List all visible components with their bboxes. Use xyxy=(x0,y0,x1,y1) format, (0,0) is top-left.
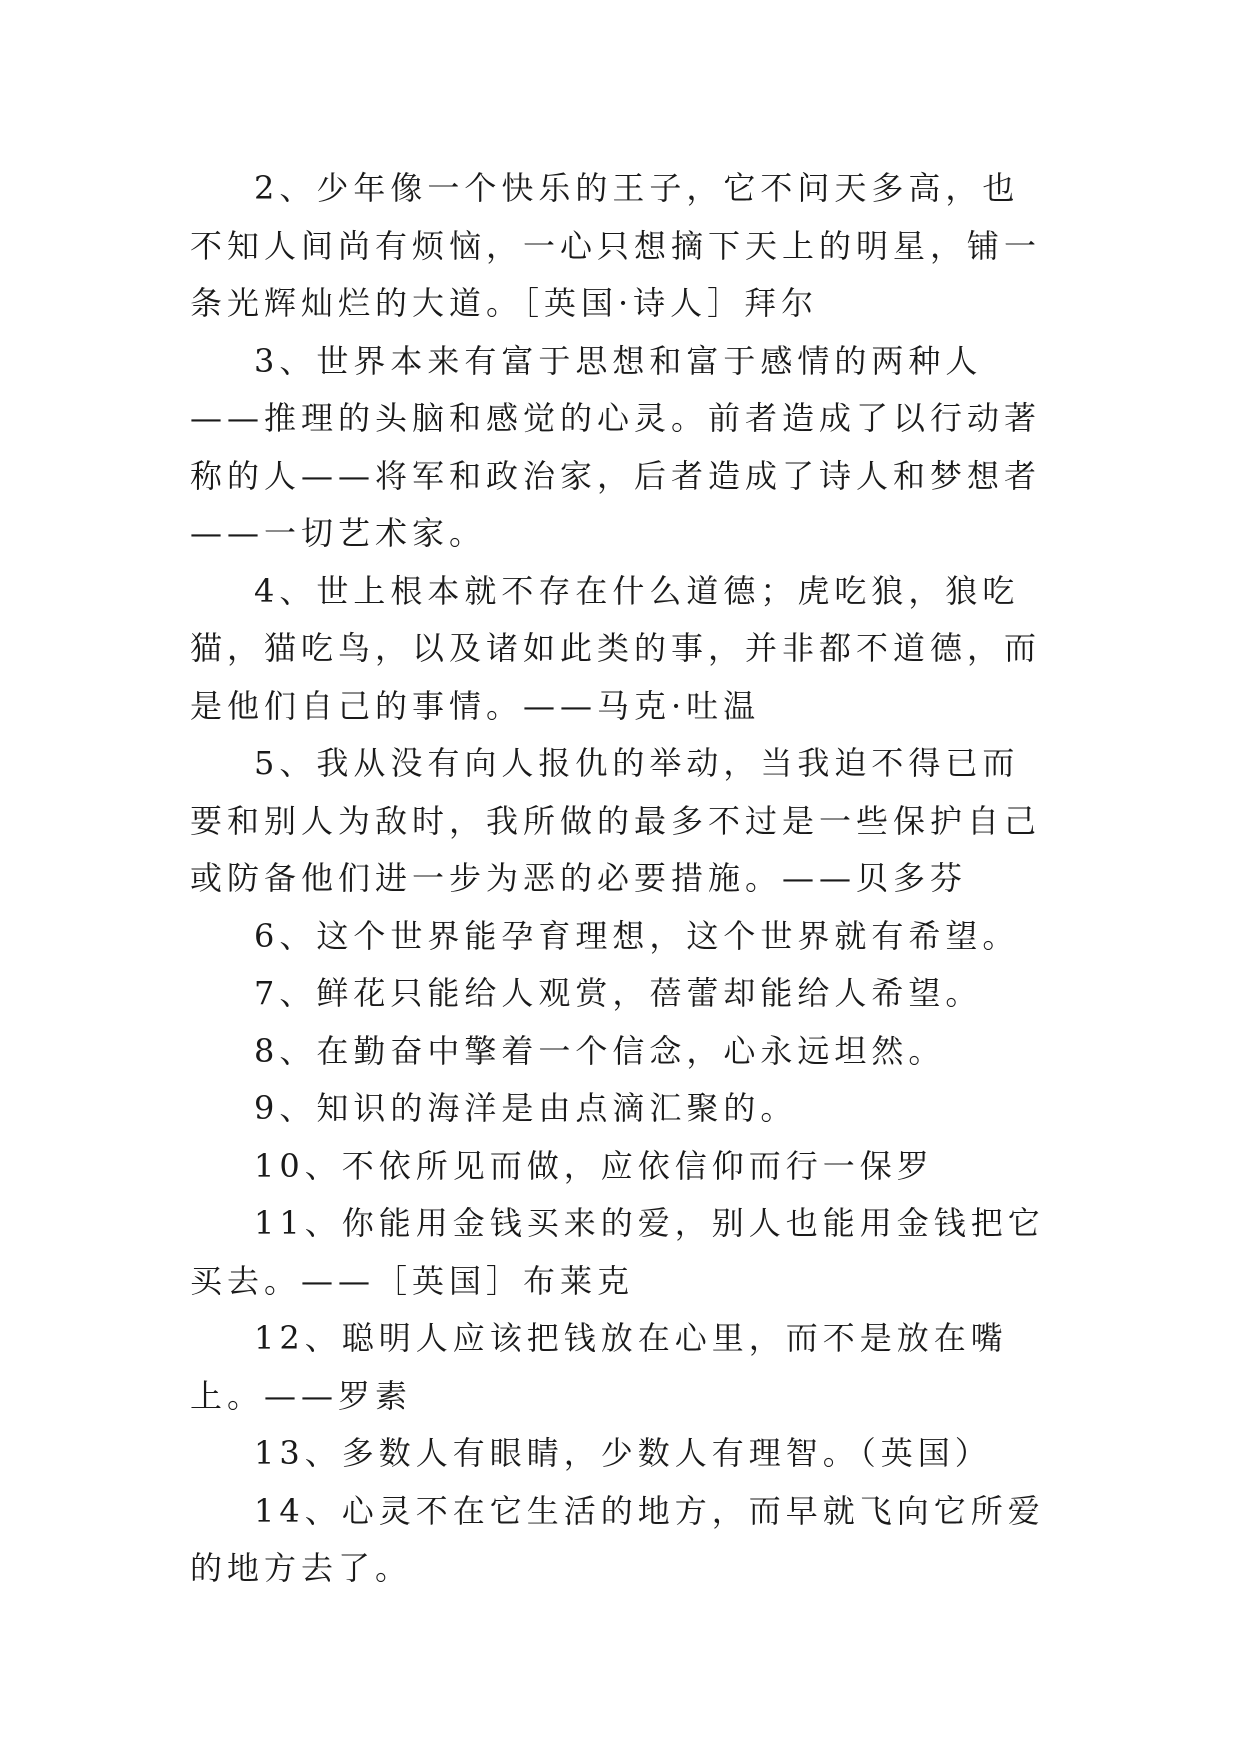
quote-paragraph-13: 13、多数人有眼睛，少数人有理智。（英国） xyxy=(254,1434,992,1472)
quote-paragraph-11: 11、你能用金钱买来的爱，别人也能用金钱把它买去。——［英国］布莱克 xyxy=(190,1204,1045,1300)
quote-paragraph-7: 7、鲜花只能给人观赏，蓓蕾却能给人希望。 xyxy=(254,974,983,1012)
quote-paragraph-12: 12、聪明人应该把钱放在心里，而不是放在嘴上。——罗素 xyxy=(190,1319,1008,1415)
quote-paragraph-14: 14、心灵不在它生活的地方，而早就飞向它所爱的地方去了。 xyxy=(190,1491,1045,1587)
quote-paragraph-8: 8、在勤奋中擎着一个信念，心永远坦然。 xyxy=(254,1031,946,1070)
quote-paragraph-2: 2、少年像一个快乐的王子，它不问天多高，也不知人间尚有烦恼，一心只想摘下天上的明星，铺一条光辉灿烂的大道。［英国·诗人］拜尔 xyxy=(190,169,1042,322)
quote-paragraph-5: 5、我从没有向人报仇的举动，当我迫不得已而要和别人为敌时，我所做的最多不过是一些保护自己或防备他们进一步为恶的必要措施。——贝多芬 xyxy=(190,744,1042,897)
quote-paragraph-4: 4、世上根本就不存在什么道德；虎吃狼，狼吃猫，猫吃鸟，以及诸如此类的事，并非都不道德，而是他们自己的事情。——马克·吐温 xyxy=(190,571,1042,725)
quote-paragraph-3: 3、世界本来有富于思想和富于感情的两种人——推理的头脑和感觉的心灵。前者造成了以行动著称的人——将军和政治家，后者造成了诗人和梦想者——一切艺术家。 xyxy=(190,341,1042,552)
quote-paragraph-9: 9、知识的海洋是由点滴汇聚的。 xyxy=(254,1089,798,1127)
quote-paragraph-10: 10、不依所见而做，应依信仰而行一保罗 xyxy=(254,1146,934,1185)
quote-paragraph-6: 6、这个世界能孕育理想，这个世界就有希望。 xyxy=(254,916,1020,955)
quotes-body xyxy=(190,160,1046,1598)
